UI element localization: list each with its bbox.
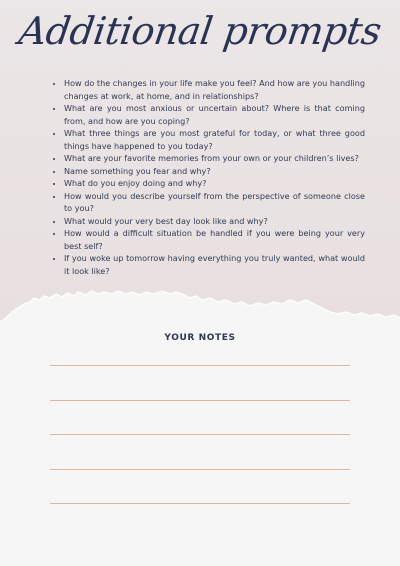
note-line (50, 503, 350, 504)
prompt-item: • What are your favorite memories from your own or your children’s lives? (64, 152, 365, 165)
note-line (50, 469, 350, 470)
prompt-item: • How would a difficult situation be handled if you were being your very best self? (64, 227, 365, 252)
prompt-item: • What three things are you most grateful for today, or what three good things have happened to you today? (64, 127, 365, 152)
page-title: Additional prompts (16, 9, 384, 53)
prompt-item: • If you woke up tomorrow having everything you truly wanted, what would it look like? (64, 252, 365, 277)
prompt-list (50, 77, 365, 277)
note-line (50, 400, 350, 401)
prompt-item: • What do you enjoy doing and why? (64, 177, 365, 190)
prompt-item: • How would you describe yourself from the perspective of someone close to you? (64, 190, 365, 215)
notes-heading: YOUR NOTES (164, 333, 236, 343)
prompt-item: • Name something you fear and why? (64, 165, 365, 178)
prompt-item: • What are you most anxious or uncertain about? Where is that coming from, and how are you coping? (64, 102, 365, 127)
note-line (50, 434, 350, 435)
prompt-item: • How do the changes in your life make you feel? And how are you handling changes at work, at home, and in relationships? (64, 77, 365, 102)
prompt-item: • What would your very best day look like and why? (64, 215, 365, 228)
torn-paper-overlay (0, 288, 400, 566)
note-line (50, 365, 350, 366)
